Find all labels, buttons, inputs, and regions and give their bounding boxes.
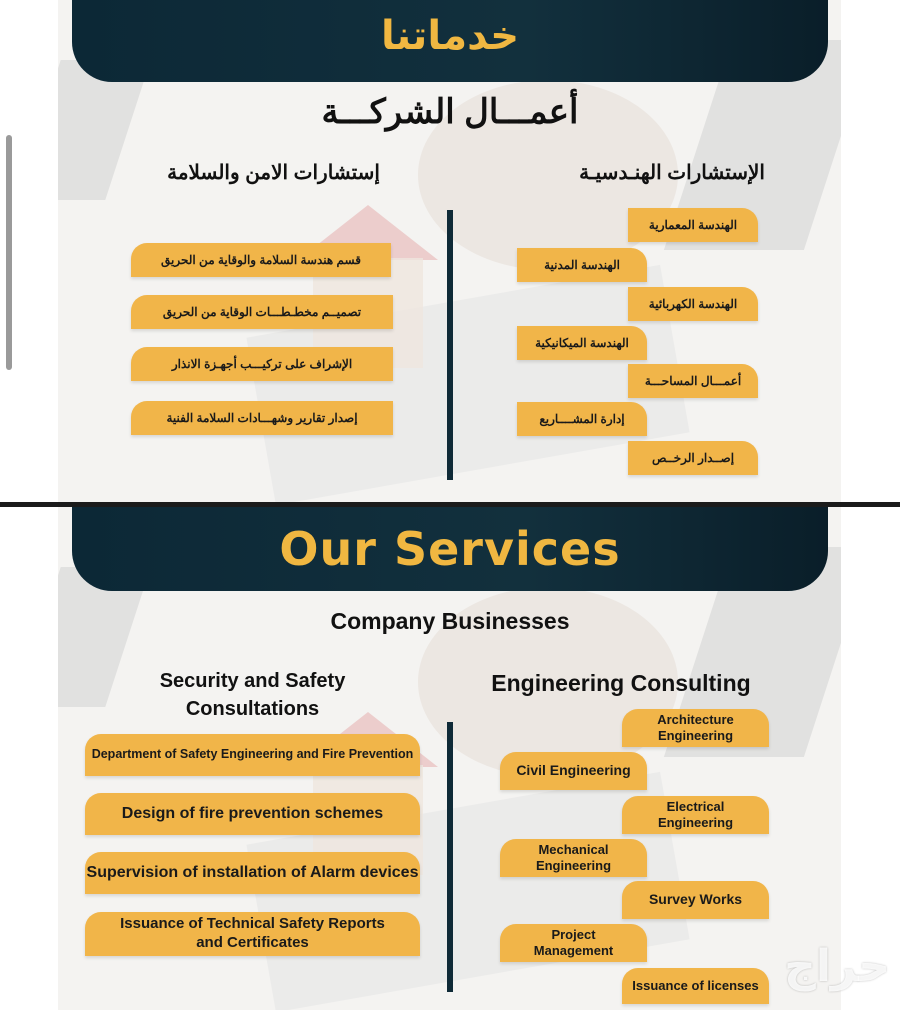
engineering-item-architecture-en: Architecture Engineering — [622, 709, 769, 747]
engineering-item-civil: الهندسة المدنية — [517, 248, 647, 282]
safety-item-alarm-supervision-en: Supervision of installation of Alarm devices — [85, 852, 420, 894]
safety-item-fire-schemes-en: Design of fire prevention schemes — [85, 793, 420, 835]
engineering-item-project-management-en: Project Management — [500, 924, 647, 962]
engineering-item-architecture: الهندسة المعمارية — [628, 208, 758, 242]
engineering-item-electrical-en: Electrical Engineering — [622, 796, 769, 834]
engineering-item-electrical: الهندسة الكهربائية — [628, 287, 758, 321]
engineering-heading-english: Engineering Consulting — [491, 670, 751, 696]
column-divider — [447, 210, 453, 480]
english-title-bar — [72, 507, 828, 591]
safety-item-alarm-supervision: الإشراف على تركيـــب أجهـزة الانذار — [131, 347, 393, 381]
arabic-slide — [0, 0, 900, 502]
haraj-watermark: حراج — [784, 941, 890, 992]
page-title-english: Our Services — [279, 522, 621, 576]
safety-item-fire-schemes: تصميــم مخطـطـــات الوقاية من الحريق — [131, 295, 393, 329]
scrollbar[interactable] — [6, 135, 12, 370]
section-subtitle: أعمـــال الشركـــة — [321, 93, 579, 131]
engineering-item-civil-en: Civil Engineering — [500, 752, 647, 790]
engineering-item-survey: أعمـــال المساحـــة — [628, 364, 758, 398]
safety-item-fire-engineering-en: Department of Safety Engineering and Fire Prevention — [85, 734, 420, 776]
english-slide — [0, 507, 900, 1010]
engineering-item-project-management: إدارة المشــــاريع — [517, 402, 647, 436]
engineering-item-survey-en: Survey Works — [622, 881, 769, 919]
page-title: خدماتنا — [380, 13, 520, 59]
section-subtitle-english: Company Businesses — [330, 608, 570, 634]
safety-heading: إستشارات الامن والسلامة — [167, 162, 380, 184]
engineering-item-mechanical: الهندسة الميكانيكية — [517, 326, 647, 360]
safety-item-fire-engineering: قسم هندسة السلامة والوقاية من الحريق — [131, 243, 391, 277]
engineering-item-licenses: إصــدار الرخــص — [628, 441, 758, 475]
engineering-heading: الإستشارات الهنـدسيـة — [579, 162, 765, 184]
engineering-item-licenses-en: Issuance of licenses — [622, 968, 769, 1004]
safety-item-safety-reports-en: Issuance of Technical Safety Reports and Certificates — [85, 912, 420, 956]
arabic-title-bar — [72, 0, 828, 82]
column-divider-english — [447, 722, 453, 992]
safety-item-safety-reports: إصدار تقارير وشهـــادات السلامة الفنية — [131, 401, 393, 435]
safety-heading-english: Security and Safety Consultations — [159, 670, 346, 720]
engineering-item-mechanical-en: Mechanical Engineering — [500, 839, 647, 877]
